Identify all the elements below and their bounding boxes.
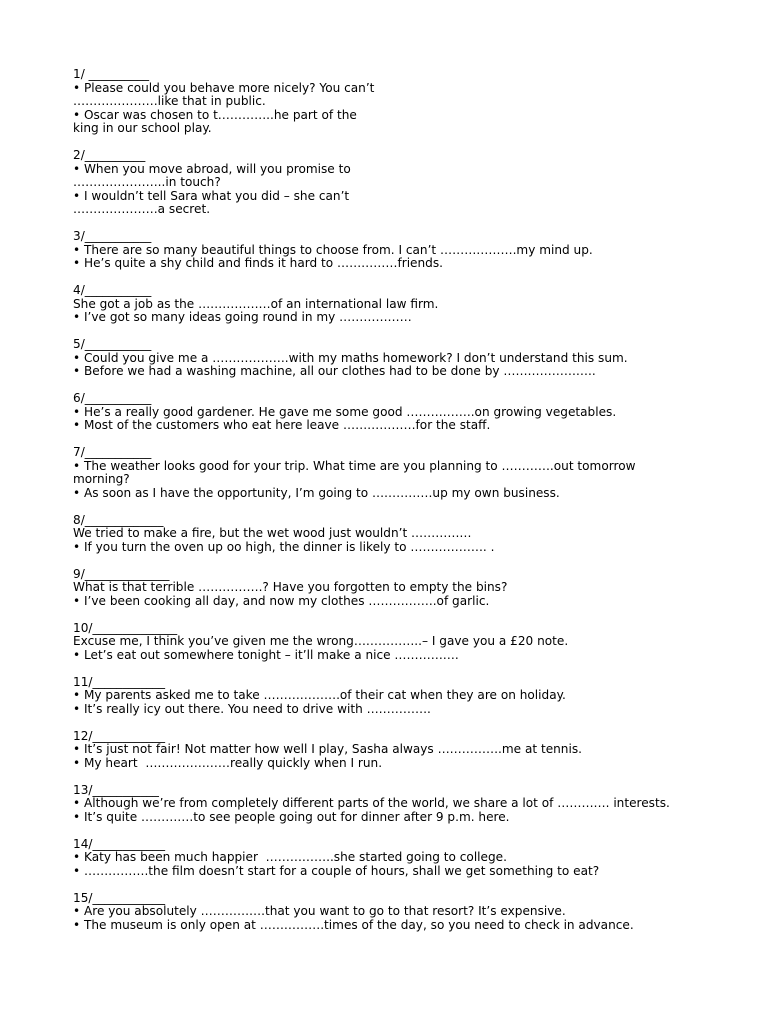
exercise-item — [73, 230, 713, 271]
item-line: • Most of the customers who eat here leave ………………for the staff. — [73, 418, 491, 432]
exercise-item — [73, 514, 713, 555]
item-line: She got a job as the ………………of an international law firm. — [73, 296, 439, 311]
item-number: 5/___________ — [73, 337, 152, 351]
item-line: • It’s quite ………….to see people going out for dinner after 9 p.m. here. — [73, 809, 510, 824]
exercise-item — [73, 730, 713, 771]
item-line: …………………a secret. — [73, 202, 211, 216]
exercise-item — [73, 446, 713, 500]
exercise-item — [73, 68, 713, 136]
item-line: • It’s just not fair! Not matter how well I play, Sasha always …………….me at tennis. — [73, 742, 582, 756]
item-line: • There are so many beautiful things to choose from. I can’t ……………….my mind up. — [73, 242, 593, 257]
exercise-item — [73, 784, 713, 825]
item-number: 11/____________ — [73, 674, 166, 689]
item-line: …………………like that in public. — [73, 94, 266, 108]
item-line: king in our school play. — [73, 121, 212, 135]
exercise-item — [73, 892, 713, 933]
item-number: 13/___________ — [73, 782, 159, 797]
item-line: What is that terrible …………….? Have you forgotten to empty the bins? — [73, 580, 508, 594]
item-line: Excuse me, I think you’ve given me the wrong……………..– I gave you a £20 note. — [73, 634, 569, 648]
exercise-item — [73, 838, 713, 879]
item-line: • My heart …………………really quickly when I run. — [73, 755, 383, 770]
item-number: 7/___________ — [73, 445, 152, 459]
item-line: • I wouldn’t tell Sara what you did – she can’t — [73, 188, 350, 203]
item-number: 9/______________ — [73, 566, 170, 581]
item-number: 14/____________ — [73, 836, 166, 851]
item-line: • Could you give me a ……………….with my maths homework? I don’t understand this sum. — [73, 350, 628, 365]
item-line: • I’ve got so many ideas going round in my ……………… — [73, 310, 412, 324]
exercise-item — [73, 622, 713, 663]
item-line: • It’s really icy out there. You need to drive with ……………. — [73, 701, 431, 716]
item-line: • Are you absolutely …………….that you want to go to that resort? It’s expensive. — [73, 904, 566, 918]
item-line: • I’ve been cooking all day, and now my clothes ……………..of garlic. — [73, 593, 490, 608]
item-line: • Before we had a washing machine, all our clothes had to be done by ………………….. — [73, 364, 596, 378]
item-line: • Please could you behave more nicely? You can’t — [73, 80, 375, 95]
item-line: • The museum is only open at …………….times of the day, so you need to check in advance. — [73, 917, 634, 932]
exercise-item — [73, 284, 713, 325]
item-line: • If you turn the oven up oo high, the dinner is likely to ………………. . — [73, 539, 495, 554]
item-line: • Oscar was chosen to t…………..he part of the — [73, 107, 357, 122]
worksheet — [73, 68, 713, 946]
item-line: • Although we’re from completely different parts of the world, we share a lot of …………. interests. — [73, 796, 670, 810]
item-line: • He’s quite a shy child and finds it hard to ……………friends. — [73, 256, 443, 270]
item-line: • Katy has been much happier ……………..she started going to college. — [73, 850, 507, 864]
item-line: • The weather looks good for your trip. What time are you planning to ………….out tomorrow morning? — [73, 458, 636, 486]
item-number: 1/ __________ — [73, 67, 150, 81]
item-line: • As soon as I have the opportunity, I’m going to ……………up my own business. — [73, 485, 560, 500]
item-number: 10/______________ — [73, 620, 178, 635]
exercise-item — [73, 338, 713, 379]
item-line: …………………..in touch? — [73, 175, 221, 189]
item-line: • …………….the film doesn’t start for a couple of hours, shall we get something to eat? — [73, 863, 600, 878]
item-number: 15/____________ — [73, 890, 166, 905]
item-number: 4/___________ — [73, 283, 152, 297]
exercise-item — [73, 149, 713, 217]
item-line: • Let’s eat out somewhere tonight – it’ll make a nice ……………. — [73, 647, 459, 662]
exercise-item — [73, 568, 713, 609]
item-number: 12/____________ — [73, 728, 166, 743]
exercise-item — [73, 676, 713, 717]
item-number: 2/__________ — [73, 148, 146, 162]
exercise-item — [73, 392, 713, 433]
item-line: • He’s a really good gardener. He gave me some good ……………..on growing vegetables. — [73, 404, 617, 419]
item-number: 8/_____________ — [73, 512, 164, 527]
item-number: 3/___________ — [73, 229, 152, 243]
item-number: 6/___________ — [73, 391, 152, 405]
item-line: We tried to make a fire, but the wet wood just wouldn’t …………… — [73, 526, 472, 540]
item-line: • My parents asked me to take ……………….of their cat when they are on holiday. — [73, 688, 566, 702]
item-line: • When you move abroad, will you promise to — [73, 161, 351, 176]
